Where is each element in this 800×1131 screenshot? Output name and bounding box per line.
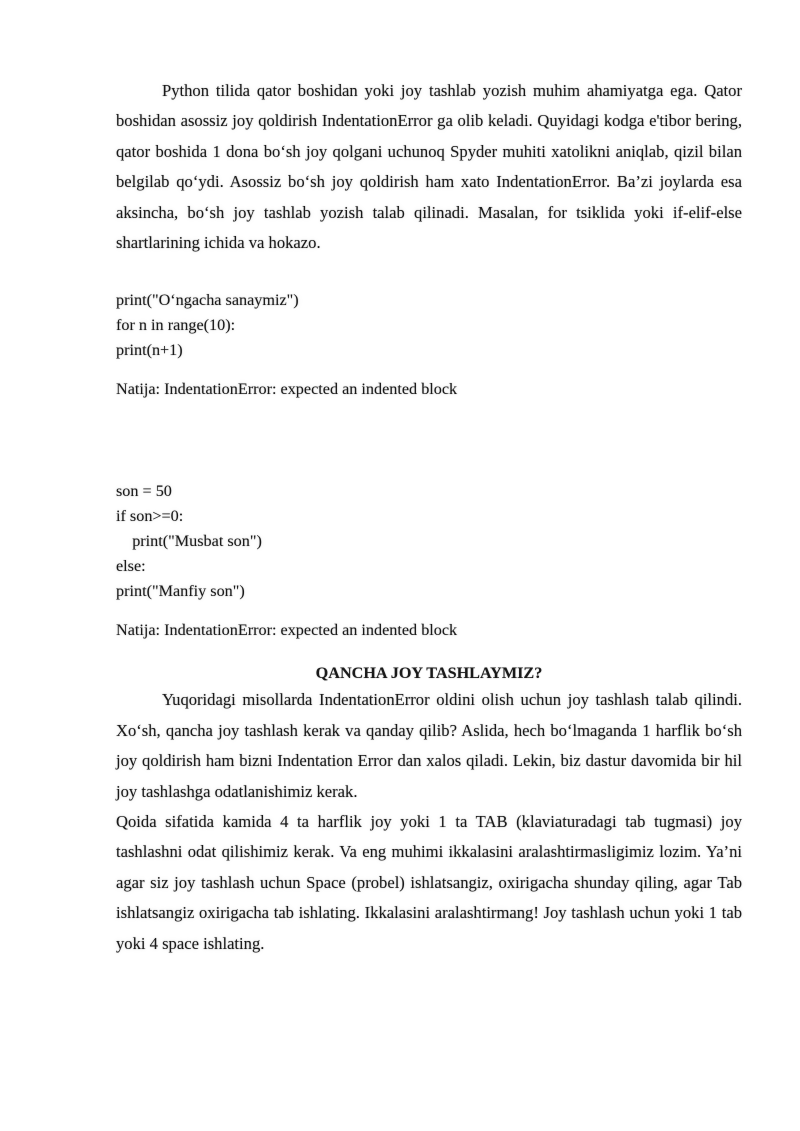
rule-paragraph: Qoida sifatida kamida 4 ta harflik joy yoki 1 ta TAB (klaviaturadagi tab tugmasi) joy tashlashni odat qilishimiz kerak. Va eng muhimi ikkalasini aralashtirmasligimiz lozim. Ya’ni agar siz joy tashlash uchun Space (probel) ishlatsangiz, oxirigacha shunday qiling, agar Tab ishlatsangiz oxirigacha tab ishlating. Ikkalasini aralashtirmang! Joy tashlash uchun yoki 1 tab yoki 4 space ishlating. [116,812,742,953]
code-line: print(n+1) [116,341,183,360]
code-line: if son>=0: [116,507,184,526]
intro-paragraph: Python tilida qator boshidan yoki joy tashlab yozish muhim ahamiyatga ega. Qator boshidan asossiz joy qoldirish IndentationError ga olib keladi. Quyidagi kodga e'tibor bering, qator boshida 1 dona bo‘sh joy qolgani uchunoq Spyder muhiti xatolikni aniqlab, qizil bilan belgilab qo‘ydi. Asossiz bo‘sh joy qoldirish ham xato IndentationError. Ba’zi joylarda esa aksincha, bo‘sh joy tashlab yozish talab qilinadi. Masalan, for tsiklida yoki if-elif-else shartlarining ichida va hokazo. [116,81,742,253]
code-line: print("Musbat son") [116,532,262,551]
code-example-1 [116,288,742,363]
result-line-2: Natija: IndentationError: expected an indented block [116,621,458,640]
code-line: for n in range(10): [116,316,236,335]
code-line: son = 50 [116,482,172,501]
result-line-1: Natija: IndentationError: expected an indented block [116,380,458,399]
code-line: else: [116,557,146,576]
section-paragraph: Yuqoridagi misollarda IndentationError oldini olish uchun joy tashlash talab qilindi. Xo‘sh, qancha joy tashlash kerak va qanday qilib? Aslida, hech bo‘lmaganda 1 harflik bo‘sh joy qoldirish ham bizni Indentation Error dan xalos qiladi. Lekin, biz dastur davomida bir hil joy tashlashga odatlanishimiz kerak. [116,690,742,801]
code-example-2 [116,479,742,604]
code-line: print("Manfiy son") [116,582,245,601]
section-heading: QANCHA JOY TASHLAYMIZ? [315,664,543,683]
code-line: print("O‘ngacha sanaymiz") [116,291,299,310]
document-page [116,76,742,959]
